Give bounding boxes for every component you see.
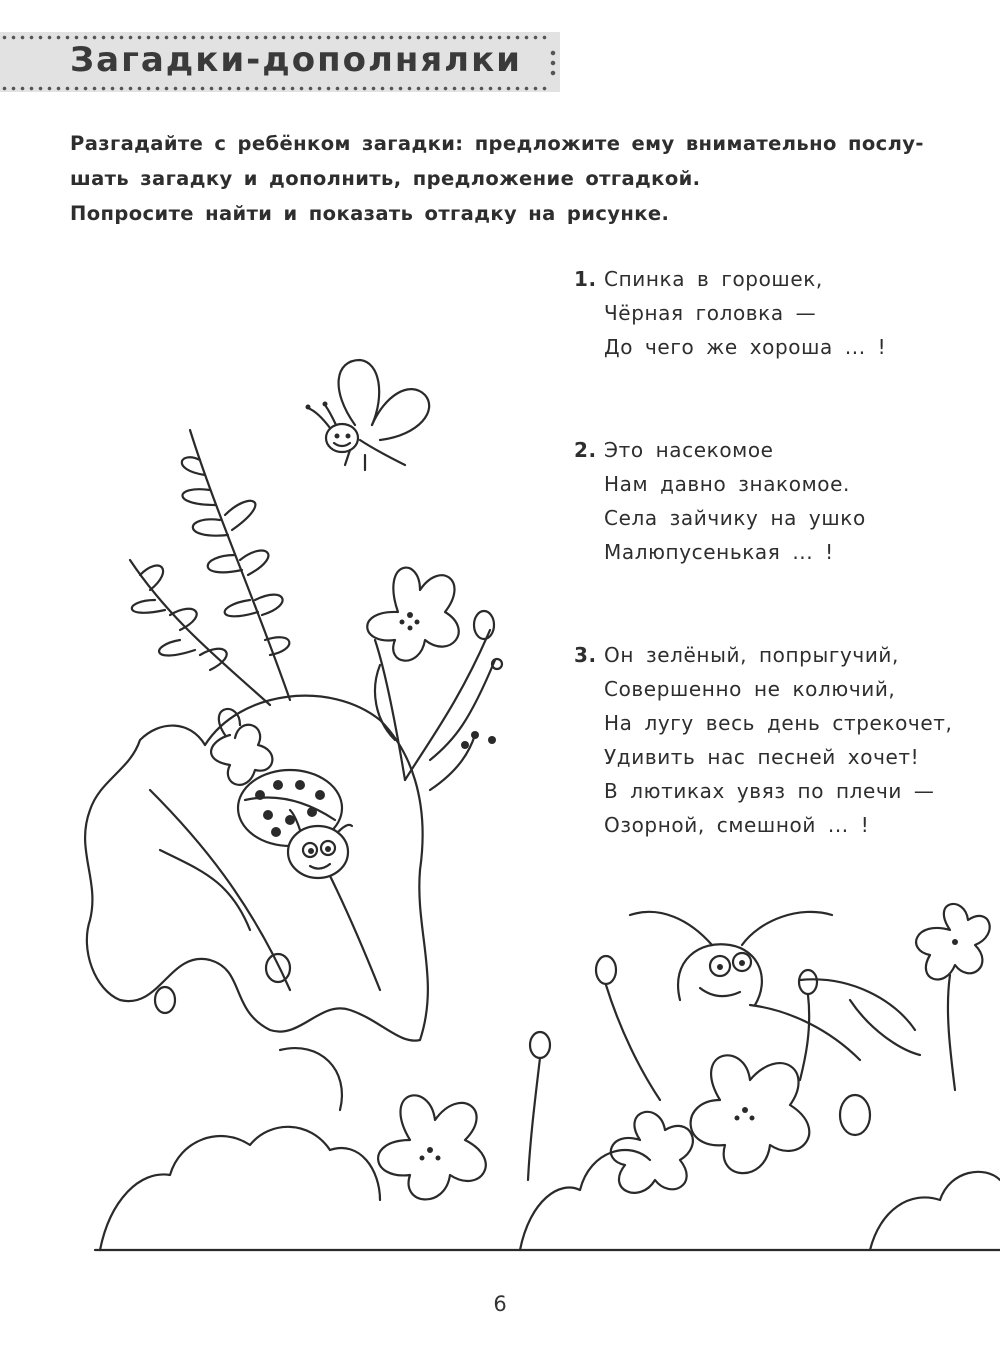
bud-illustration <box>528 956 870 1180</box>
riddle-number: 3. <box>574 643 597 667</box>
riddle-line: Совершенно не колючий, <box>604 677 896 701</box>
flower-illustration <box>611 1055 809 1193</box>
flower-illustration <box>367 568 458 661</box>
leaf-illustration <box>85 696 428 1041</box>
riddle-line: Нам давно знакомое. <box>604 472 850 496</box>
riddle-line: Это насекомое <box>604 438 774 462</box>
butterfly-illustration <box>306 360 430 470</box>
riddle-line: На лугу весь день стрекочет, <box>604 711 953 735</box>
instruction-line: шать загадку и дополнить, предложение отгадкой. <box>70 167 701 190</box>
fern-illustration <box>130 430 290 705</box>
page-title: Загадки-дополнялки <box>70 40 522 80</box>
riddle-line: Малюпусенькая ... ! <box>604 540 834 564</box>
flower-stem-illustration <box>375 611 502 790</box>
instruction-line: Попросите найти и показать отгадку на рисунке. <box>70 202 670 225</box>
page-number: 6 <box>493 1292 507 1316</box>
ladybug-illustration <box>238 770 352 878</box>
riddle-number: 2. <box>574 438 597 462</box>
flower-illustration <box>916 904 990 1090</box>
riddle-line: Чёрная головка — <box>604 301 817 325</box>
riddle-line: Удивить нас песней хочет! <box>604 745 920 769</box>
instruction-line: Разгадайте с ребёнком загадки: предложите ему внимательно послу- <box>70 132 924 155</box>
grasshopper-illustration <box>630 912 920 1060</box>
riddle-line: Села зайчику на ушко <box>604 506 866 530</box>
riddle-line: Озорной, смешной ... ! <box>604 813 870 837</box>
riddle-number: 1. <box>574 267 597 291</box>
bushes-illustration <box>95 1048 1000 1250</box>
riddle-line: Он зелёный, попрыгучий, <box>604 643 899 667</box>
riddle-line: В лютиках увяз по плечи — <box>604 779 935 803</box>
riddle-line: Спинка в горошек, <box>604 267 823 291</box>
flower-illustration <box>378 1095 486 1199</box>
riddle-line: До чего же хороша ... ! <box>604 335 887 359</box>
